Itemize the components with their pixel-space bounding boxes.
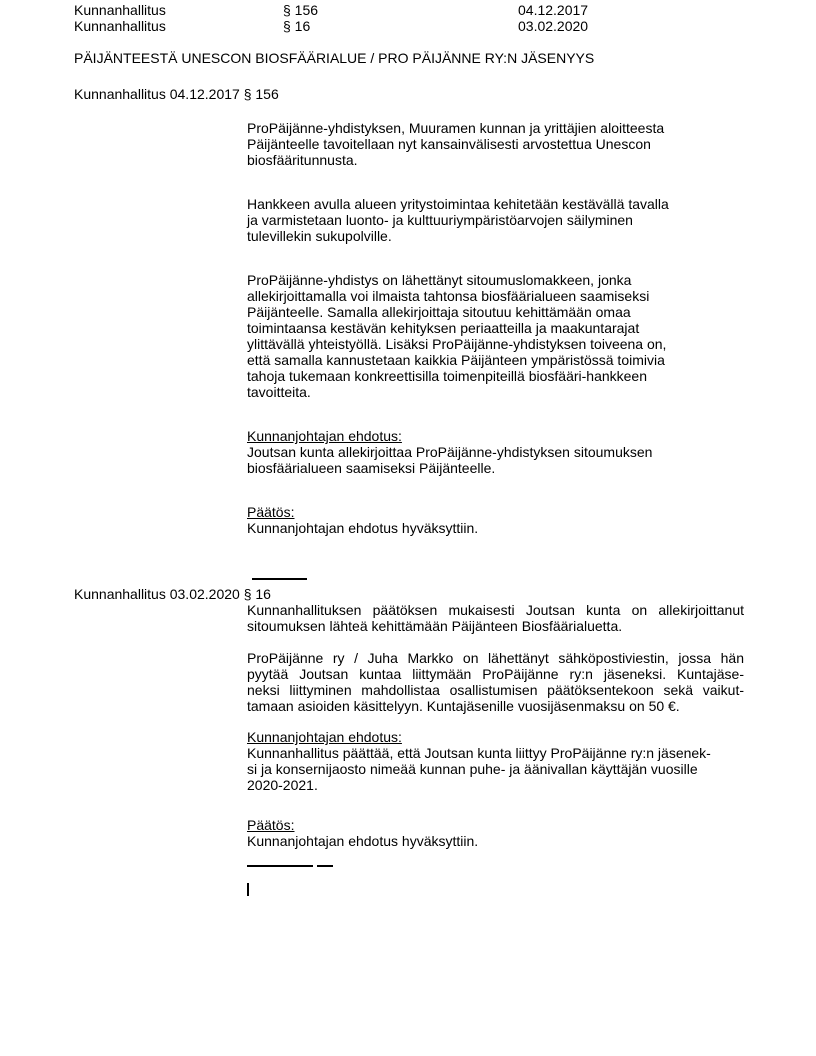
text-line: allekirjoittamalla voi ilmaista tahtonsa biosfäärialueen saamiseksi: [247, 288, 650, 304]
paragraph: [247, 272, 744, 400]
header-section-ref: § 156: [283, 2, 319, 18]
text-line: neksi liittyminen mahdollistaa osallistumisen päätöksentekoon sekä vaikut-: [247, 682, 744, 698]
subheading: Kunnanjohtajan ehdotus:: [247, 428, 402, 444]
text-line: Hankkeen avulla alueen yritystoimintaa kehitetään kestävällä tavalla: [247, 196, 669, 212]
paragraph: [247, 196, 744, 244]
subheading: Päätös:: [247, 504, 295, 520]
paragraph: [247, 602, 744, 634]
separator-line: [252, 578, 307, 580]
text-line: biosfääritunnusta.: [247, 152, 358, 168]
text-line: 2020-2021.: [247, 777, 318, 793]
paragraph: [247, 444, 744, 476]
text-line: ProPäijänne-yhdistyksen, Muuramen kunnan ja yrittäjien aloitteesta: [247, 120, 665, 136]
paragraph: [247, 120, 744, 168]
text-line: toimintaansa kestävän kehityksen periaatteilla ja maakuntarajat: [247, 320, 640, 336]
section-2017-156: [74, 86, 816, 580]
text-line: ylittävällä yhteistyöllä. Lisäksi ProPäijänne-yhdistyksen toiveena on,: [247, 336, 667, 352]
text-line: Päijänteelle tavoitellaan nyt kansainvälisesti arvostettua Unescon: [247, 136, 651, 152]
header-date: 04.12.2017: [518, 2, 589, 18]
text-cursor: [247, 883, 249, 896]
text-line: si ja konsernijaosto nimeää kunnan puhe- ja äänivallan käyttäjän vuosille: [247, 761, 698, 777]
header-date: 03.02.2020: [518, 18, 589, 34]
header-table: [74, 2, 816, 34]
text-line: Kunnanjohtajan ehdotus hyväksyttiin.: [247, 833, 479, 849]
text-line: tamaan asioiden käsittelyyn. Kuntajäsenille vuosijäsenmaksu on 50 €.: [247, 698, 680, 714]
text-line: ProPäijänne ry / Juha Markko on lähettänyt sähköpostiviestin, jossa hän: [247, 650, 744, 666]
subheading: Kunnanjohtajan ehdotus:: [247, 729, 402, 745]
text-line: Kunnanhallituksen päätöksen mukaisesti Joutsan kunta on allekirjoittanut: [247, 602, 744, 618]
subheading: Päätös:: [247, 817, 295, 833]
text-line: ProPäijänne-yhdistys on lähettänyt sitoumuslomakkeen, jonka: [247, 272, 632, 288]
text-line: Kunnanhallitus päättää, että Joutsan kunta liittyy ProPäijänne ry:n jäsenek-: [247, 745, 711, 761]
text-line: sitoumuksen lähteä kehittämään Päijänteen Biosfäärialuetta.: [247, 618, 623, 634]
text-line: Joutsan kunta allekirjoittaa ProPäijänne-yhdistyksen sitoumuksen: [247, 444, 653, 460]
header-row: [74, 2, 816, 18]
section-body: [247, 602, 744, 896]
paragraph: [247, 650, 744, 714]
separator-line: [247, 865, 333, 867]
document-title: PÄIJÄNTEESTÄ UNESCON BIOSFÄÄRIALUE / PRO PÄIJÄNNE RY:N JÄSENYYS: [74, 50, 595, 66]
text-line: Päijänteelle. Samalla allekirjoittaja sitoutuu kehittämään omaa: [247, 304, 631, 320]
text-line: että samalla kannustetaan kaikkia Päijänteen ympäristössä toimivia: [247, 352, 665, 368]
section-heading: Kunnanhallitus 03.02.2020 § 16: [74, 586, 271, 602]
text-line: pyytää Joutsan kuntaa liittymään ProPäijänne ry:n jäseneksi. Kuntajäse-: [247, 666, 744, 682]
text-line: biosfäärialueen saamiseksi Päijänteelle.: [247, 460, 496, 476]
header-row: [74, 18, 816, 34]
section-heading: Kunnanhallitus 04.12.2017 § 156: [74, 86, 279, 102]
text-line: tulevillekin sukupolville.: [247, 228, 392, 244]
paragraph: [247, 833, 744, 849]
text-line: tahoja tukemaan konkreettisilla toimenpiteillä biosfääri-hankkeen: [247, 368, 648, 384]
paragraph: [247, 745, 744, 793]
section-2020-16: [74, 586, 816, 896]
header-org: Kunnanhallitus: [74, 2, 166, 18]
paragraph: [247, 520, 744, 536]
header-section-ref: § 16: [283, 18, 311, 34]
text-line: ja varmistetaan luonto- ja kulttuuriympäristöarvojen säilyminen: [247, 212, 633, 228]
text-line: tavoitteita.: [247, 384, 311, 400]
text-line: Kunnanjohtajan ehdotus hyväksyttiin.: [247, 520, 479, 536]
header-org: Kunnanhallitus: [74, 18, 166, 34]
section-body: [247, 120, 744, 580]
